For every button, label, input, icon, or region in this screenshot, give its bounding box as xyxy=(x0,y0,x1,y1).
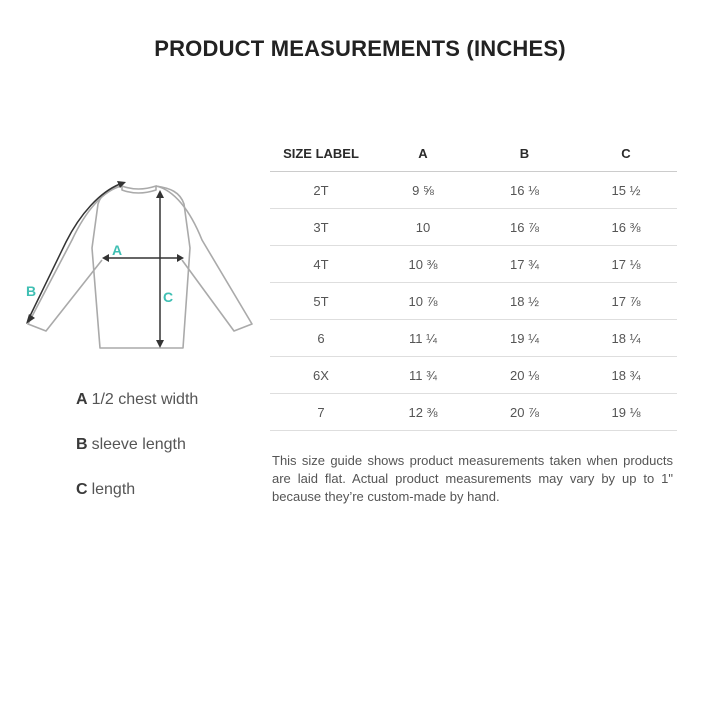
cell-a: 11 ¼ xyxy=(372,320,474,357)
table-row xyxy=(270,283,677,320)
arrow-c xyxy=(156,190,164,348)
cell-size: 7 xyxy=(270,394,372,431)
size-table xyxy=(270,135,677,431)
cell-size: 6 xyxy=(270,320,372,357)
header-b: B xyxy=(474,135,575,172)
cell-size: 6X xyxy=(270,357,372,394)
measurement-legend xyxy=(76,388,198,523)
cell-size: 4T xyxy=(270,246,372,283)
table-row xyxy=(270,320,677,357)
arrow-b xyxy=(26,181,126,324)
cell-size: 3T xyxy=(270,209,372,246)
cell-b: 20 ⅞ xyxy=(474,394,575,431)
table-row xyxy=(270,246,677,283)
label-b: B xyxy=(26,283,37,299)
cell-b: 17 ¾ xyxy=(474,246,575,283)
cell-a: 10 ⅞ xyxy=(372,283,474,320)
cell-a: 10 xyxy=(372,209,474,246)
cell-c: 15 ½ xyxy=(575,172,677,209)
legend-letter: A xyxy=(76,391,88,408)
cell-c: 17 ⅛ xyxy=(575,246,677,283)
header-size-label: SIZE LABEL xyxy=(270,135,372,172)
table-header-row xyxy=(270,135,677,172)
cell-c: 18 ¼ xyxy=(575,320,677,357)
cell-a: 9 ⅝ xyxy=(372,172,474,209)
page-title: PRODUCT MEASUREMENTS (INCHES) xyxy=(154,36,566,61)
legend-text: 1/2 chest width xyxy=(91,391,199,408)
cell-c: 18 ¾ xyxy=(575,357,677,394)
legend-letter: C xyxy=(76,481,88,498)
header-a: A xyxy=(372,135,474,172)
cell-b: 16 ⅞ xyxy=(474,209,575,246)
size-guide-note: This size guide shows product measurements taken when products are laid flat. Actual product measurements may vary by up to 1" because they’re custom-made by hand. xyxy=(272,453,673,504)
table-row xyxy=(270,209,677,246)
label-a: A xyxy=(112,242,123,258)
header-c: C xyxy=(575,135,677,172)
table-row xyxy=(270,394,677,431)
cell-b: 20 ⅛ xyxy=(474,357,575,394)
legend-item-a xyxy=(76,388,198,433)
label-c: C xyxy=(163,289,174,305)
legend-letter: B xyxy=(76,436,88,453)
cell-a: 10 ⅜ xyxy=(372,246,474,283)
cell-c: 16 ⅜ xyxy=(575,209,677,246)
cell-size: 5T xyxy=(270,283,372,320)
cell-c: 19 ⅛ xyxy=(575,394,677,431)
cell-size: 2T xyxy=(270,172,372,209)
cell-b: 16 ⅛ xyxy=(474,172,575,209)
cell-a: 12 ⅜ xyxy=(372,394,474,431)
legend-text: length xyxy=(91,481,136,498)
table-row xyxy=(270,172,677,209)
cell-b: 18 ½ xyxy=(474,283,575,320)
legend-item-b xyxy=(76,433,198,478)
cell-c: 17 ⅞ xyxy=(575,283,677,320)
legend-item-c xyxy=(76,478,198,523)
garment-diagram xyxy=(22,178,260,356)
cell-b: 19 ¼ xyxy=(474,320,575,357)
cell-a: 11 ¾ xyxy=(372,357,474,394)
table-row xyxy=(270,357,677,394)
raglan-shirt-outline xyxy=(28,186,252,348)
legend-text: sleeve length xyxy=(91,436,186,453)
